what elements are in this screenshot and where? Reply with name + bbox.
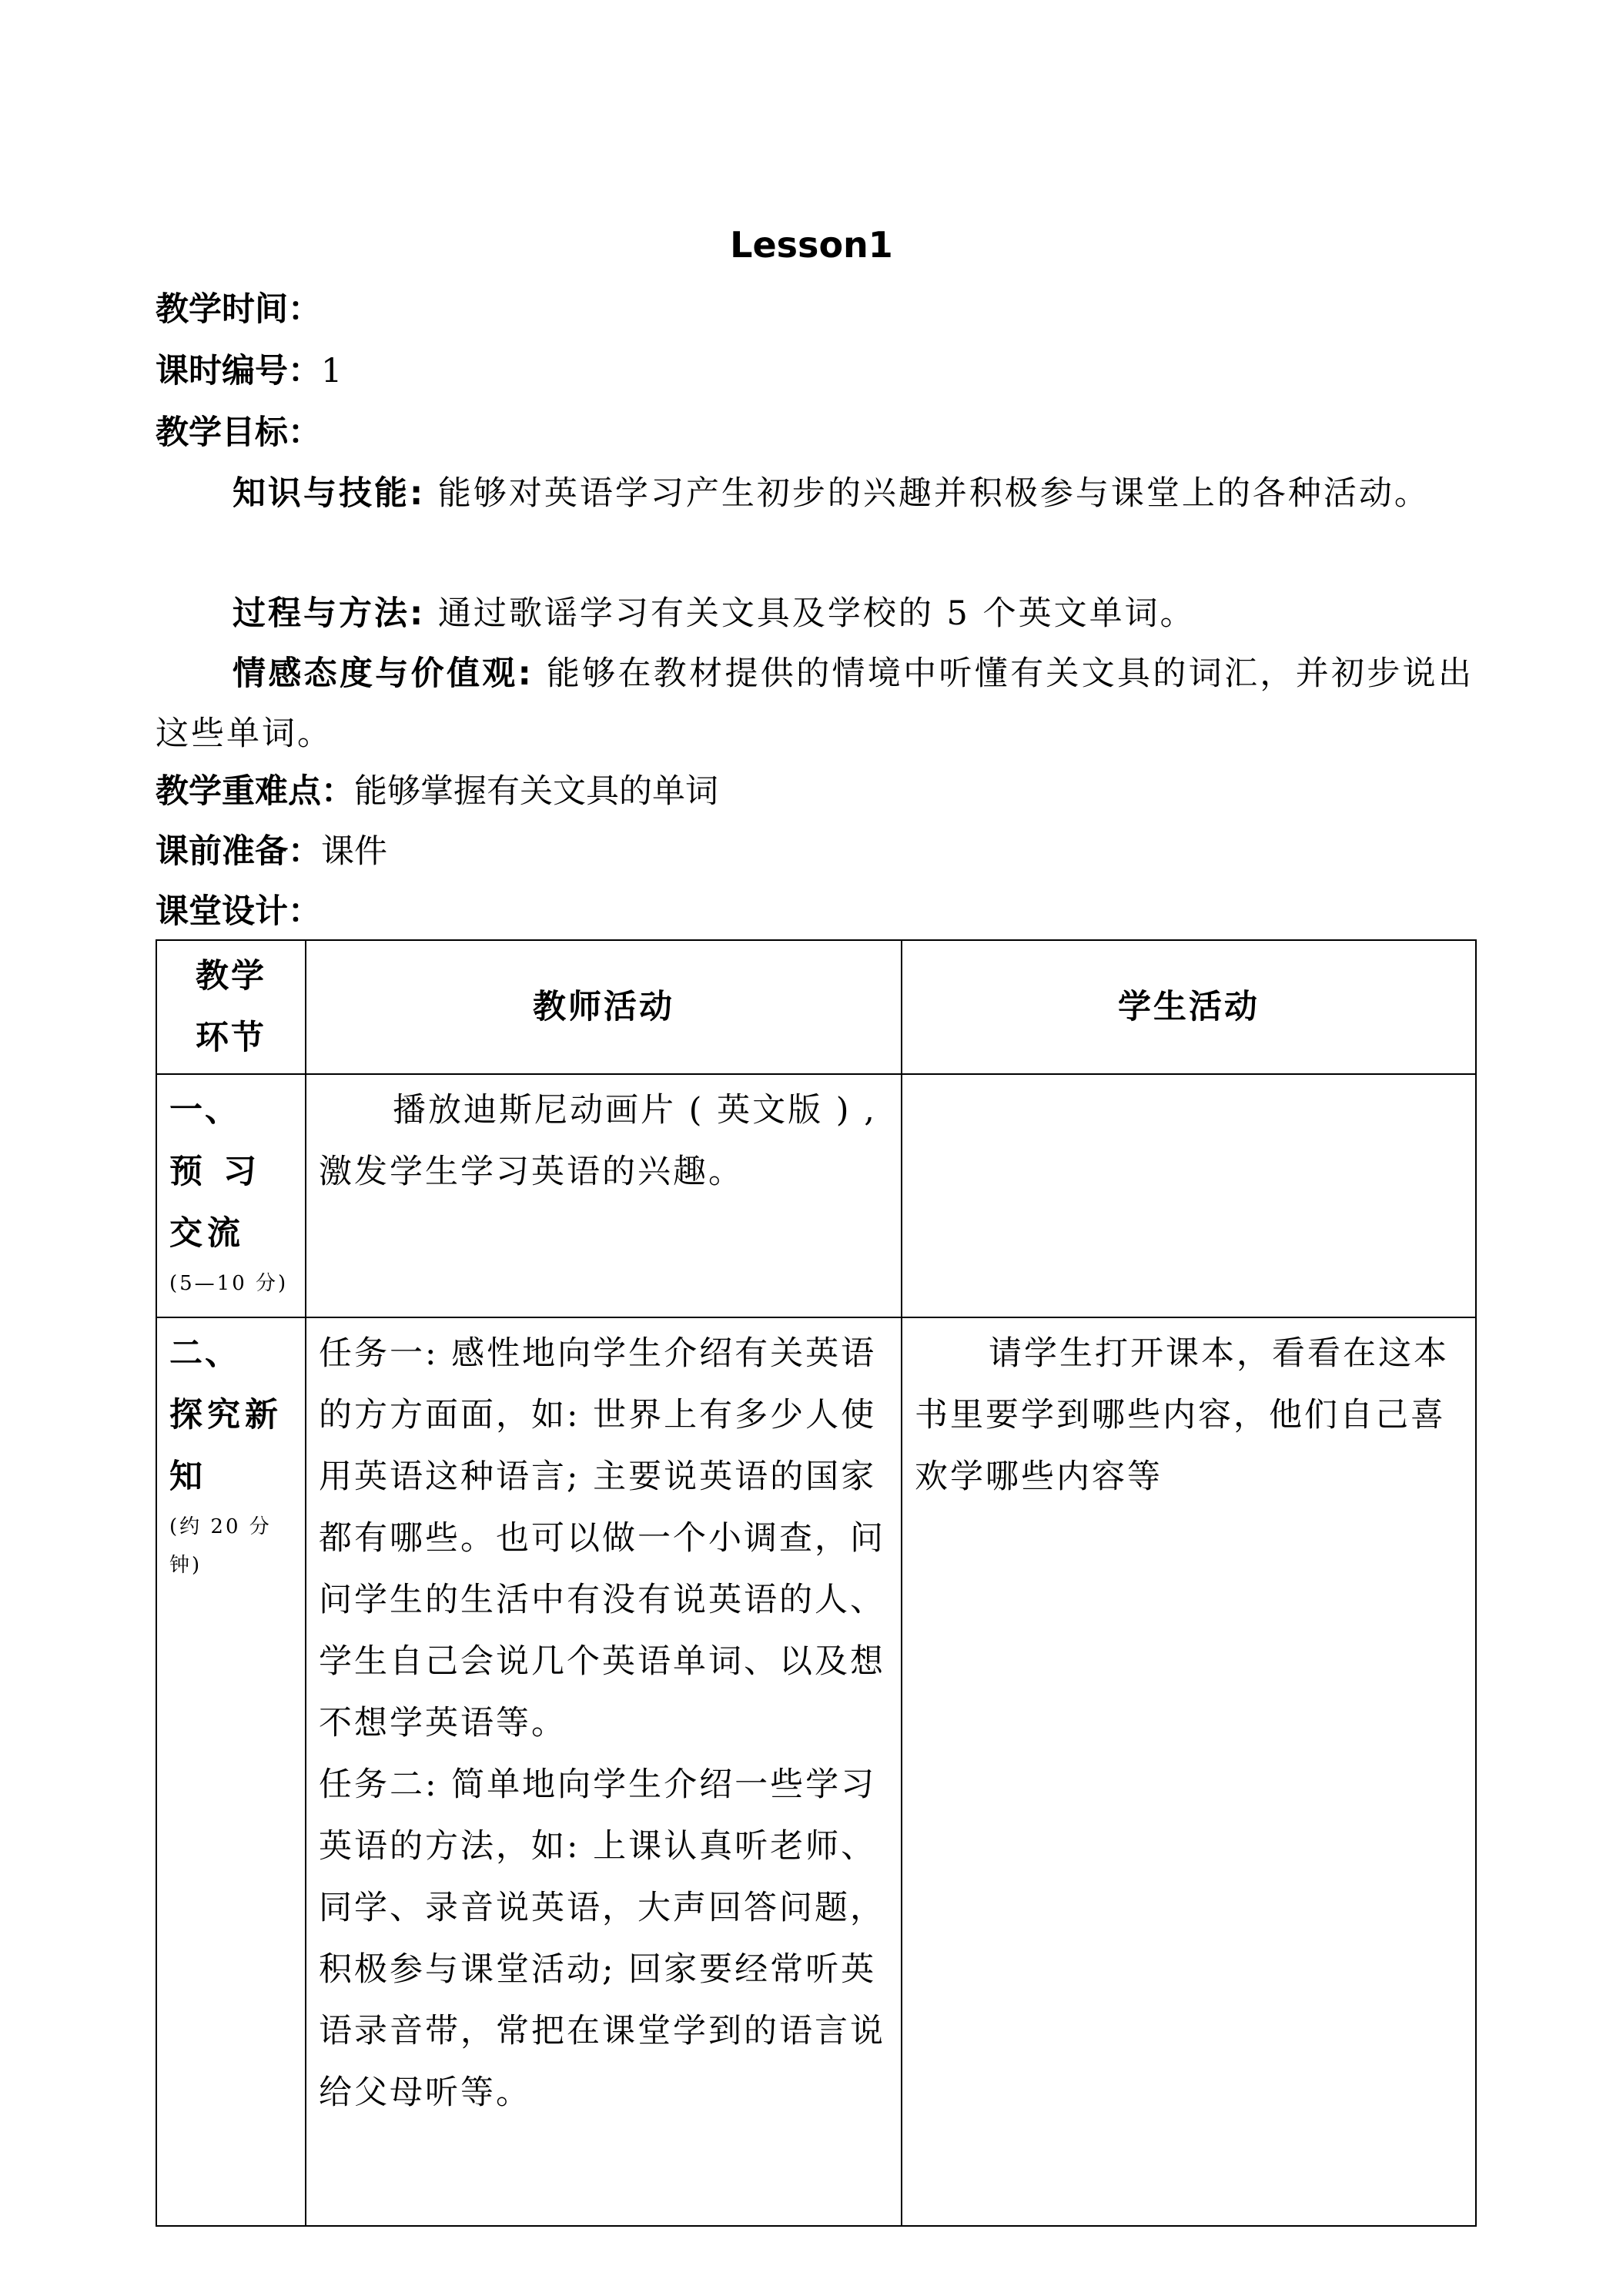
stage-cell bbox=[156, 1317, 306, 2226]
teaching-time-label: 教学时间： bbox=[156, 290, 321, 329]
lesson-number-value: 1 bbox=[321, 352, 343, 390]
table-row bbox=[156, 1317, 1476, 2226]
objectives-heading bbox=[156, 410, 1480, 456]
stage-name: 探究新知 bbox=[169, 1396, 283, 1496]
student-activity-text: 请学生打开课本，看看在这本书里要学到哪些内容，他们自己喜欢学哪些内容等 bbox=[915, 1334, 1449, 1496]
objective-attitude-label: 情感态度与价值观: bbox=[233, 654, 534, 693]
stage-number: 二、 bbox=[169, 1334, 240, 1373]
objective-process-text: 通过歌谣学习有关文具及学校的 5 个英文单词。 bbox=[425, 594, 1196, 633]
stage-number: 一、 bbox=[169, 1091, 240, 1130]
table-row bbox=[156, 1074, 1476, 1317]
page-title: Lesson1 bbox=[730, 224, 893, 266]
preparation-value: 课件 bbox=[321, 832, 387, 871]
teacher-task-2: 任务二: 简单地向学生介绍一些学习英语的方法，如: 上课认真听老师、同学、录音说英语，大声回答问题，积极参与课堂活动; 回家要经常听英语录音带，常把在课堂学到的语言说给父母听等。 bbox=[319, 1766, 885, 2112]
teacher-activity-cell bbox=[306, 1317, 902, 2226]
header-stage-text: 教学环节 bbox=[196, 957, 266, 1057]
student-activity-cell bbox=[902, 1317, 1476, 2226]
design-heading bbox=[156, 889, 1480, 935]
objective-attitude bbox=[156, 644, 1474, 764]
objective-attitude-text: 能够在教材提供的情境中听懂有关文具的词汇，并初步说出这些单词。 bbox=[156, 654, 1474, 753]
objective-knowledge bbox=[156, 464, 1474, 524]
stage-time: (约 20 分钟) bbox=[169, 1515, 272, 1577]
objective-process bbox=[156, 584, 1474, 644]
objective-knowledge-text: 能够对英语学习产生初步的兴趣并积极参与课堂上的各种活动。 bbox=[425, 474, 1430, 513]
header-teacher: 教师活动 bbox=[306, 940, 902, 1074]
teacher-activity-cell bbox=[306, 1074, 902, 1317]
table-header-row bbox=[156, 940, 1476, 1074]
lesson-plan-table bbox=[156, 939, 1477, 2227]
header-student: 学生活动 bbox=[902, 940, 1476, 1074]
preparation-label: 课前准备： bbox=[156, 832, 321, 871]
key-points-label: 教学重难点： bbox=[156, 772, 354, 811]
teacher-task-1: 任务一: 感性地向学生介绍有关英语的方方面面，如: 世界上有多少人使用英语这种语言; 主要说英语的国家都有哪些。也可以做一个小调查，问问学生的生活中有没有说英语的人、学生自己会说几个英语单词、以及想不想学英语等。 bbox=[319, 1334, 885, 1742]
design-label: 课堂设计： bbox=[156, 892, 321, 931]
stage-name: 预 习交流 bbox=[169, 1153, 261, 1253]
header-stage bbox=[156, 940, 306, 1074]
key-points-line bbox=[156, 768, 1480, 815]
preparation-line bbox=[156, 828, 1480, 875]
lesson-number-label: 课时编号： bbox=[156, 352, 321, 390]
stage-cell bbox=[156, 1074, 306, 1317]
objectives-label: 教学目标： bbox=[156, 413, 321, 452]
objective-knowledge-label: 知识与技能: bbox=[233, 474, 426, 513]
lesson-number-line bbox=[156, 348, 1480, 394]
objective-process-label: 过程与方法: bbox=[233, 594, 426, 633]
stage-time: (5—10 分) bbox=[169, 1272, 289, 1295]
teaching-time-line bbox=[156, 286, 1480, 333]
teacher-activity-text: 播放迪斯尼动画片 ( 英文版 ) , 激发学生学习英语的兴趣。 bbox=[319, 1091, 877, 1191]
student-activity-cell bbox=[902, 1074, 1476, 1317]
key-points-value: 能够掌握有关文具的单词 bbox=[354, 772, 718, 811]
